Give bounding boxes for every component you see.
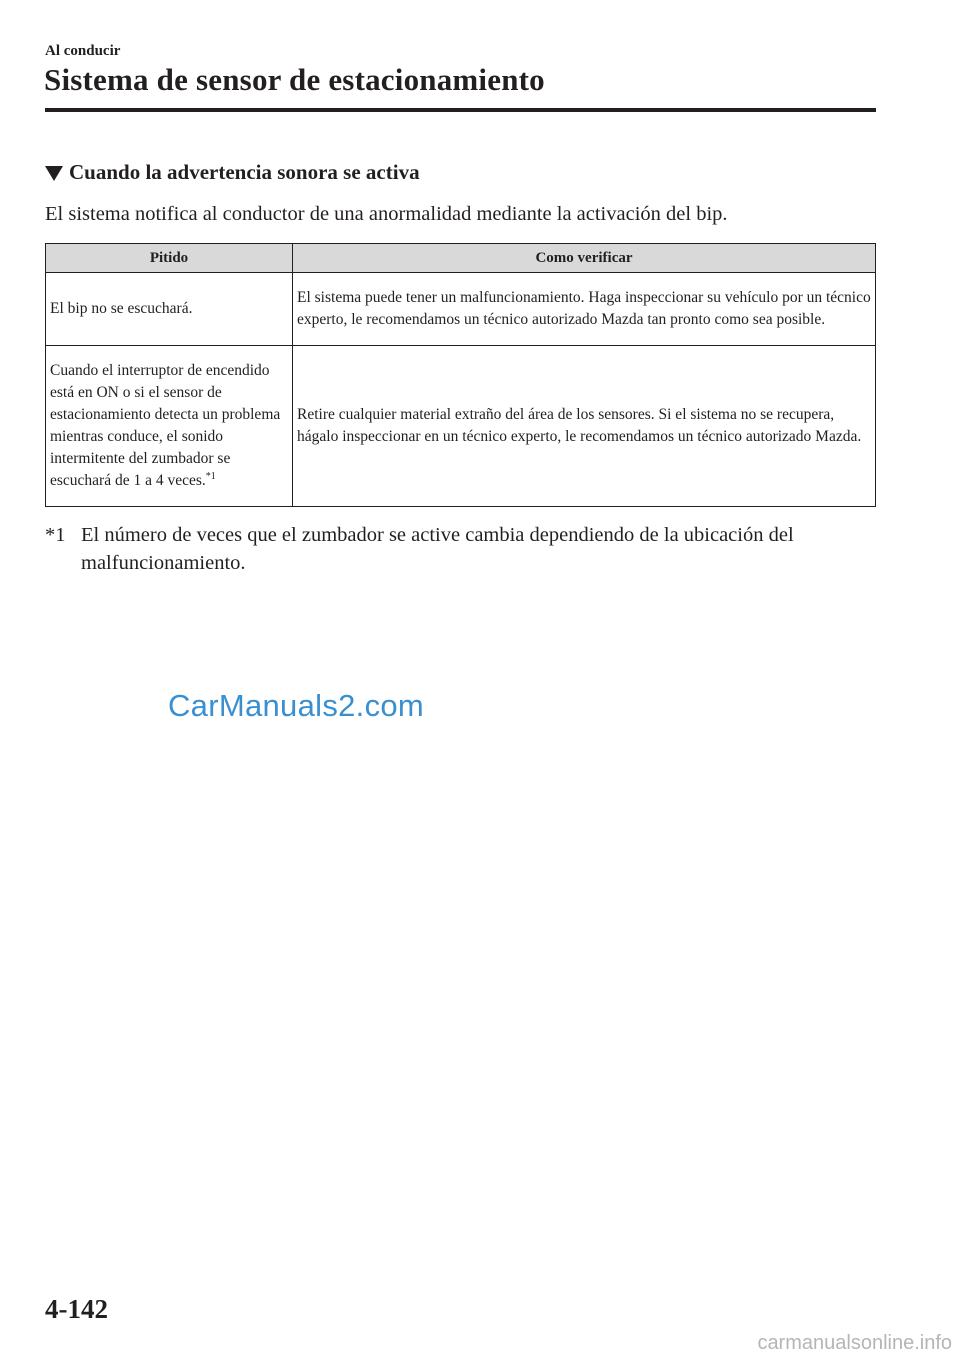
beep-cell xyxy=(46,346,293,507)
watermark: CarManuals2.com xyxy=(168,688,425,723)
check-cell: Retire cualquier material extraño del área de los sensores. Si el sistema no se recupera, hágalo inspeccionar en un técnico experto, le recomendamos un técnico autorizado Mazda. xyxy=(293,346,876,507)
header-pitido: Pitido xyxy=(46,244,293,273)
section-label: Al conducir xyxy=(45,43,121,59)
beep-cell: El bip no se escuchará. xyxy=(46,273,293,346)
check-cell: El sistema puede tener un malfuncionamiento. Haga inspeccionar su vehículo por un técnico experto, le recomendamos un técnico autorizado Mazda tan pronto como sea posible. xyxy=(293,273,876,346)
table-row xyxy=(46,346,876,507)
footnote-text: El número de veces que el zumbador se active cambia dependiendo de la ubicación del malfuncionamiento. xyxy=(81,524,794,574)
page-title: Sistema de sensor de estacionamiento xyxy=(44,62,545,97)
beep-cell-text: Cuando el interruptor de encendido está en ON o si el sensor de estacionamiento detecta un problema mientras conduce, el sonido intermitente del zumbador se escuchará de 1 a 4 veces. xyxy=(50,362,281,489)
warning-table xyxy=(45,243,876,507)
footer-site-watermark: carmanualsonline.info xyxy=(757,1332,952,1354)
triangle-down-icon xyxy=(45,166,63,181)
intro-paragraph: El sistema notifica al conductor de una anormalidad mediante la activación del bip. xyxy=(45,203,728,225)
footnote-mark: *1 xyxy=(45,524,66,546)
header-como-verificar: Como verificar xyxy=(293,244,876,273)
table-header-row xyxy=(46,244,876,273)
title-rule xyxy=(45,108,876,112)
footnote xyxy=(45,521,875,577)
footnote-reference: *1 xyxy=(205,471,216,482)
page-number: 4-142 xyxy=(45,1294,108,1324)
table-row xyxy=(46,273,876,346)
subheading-text: Cuando la advertencia sonora se activa xyxy=(69,160,420,184)
subheading xyxy=(45,160,420,185)
